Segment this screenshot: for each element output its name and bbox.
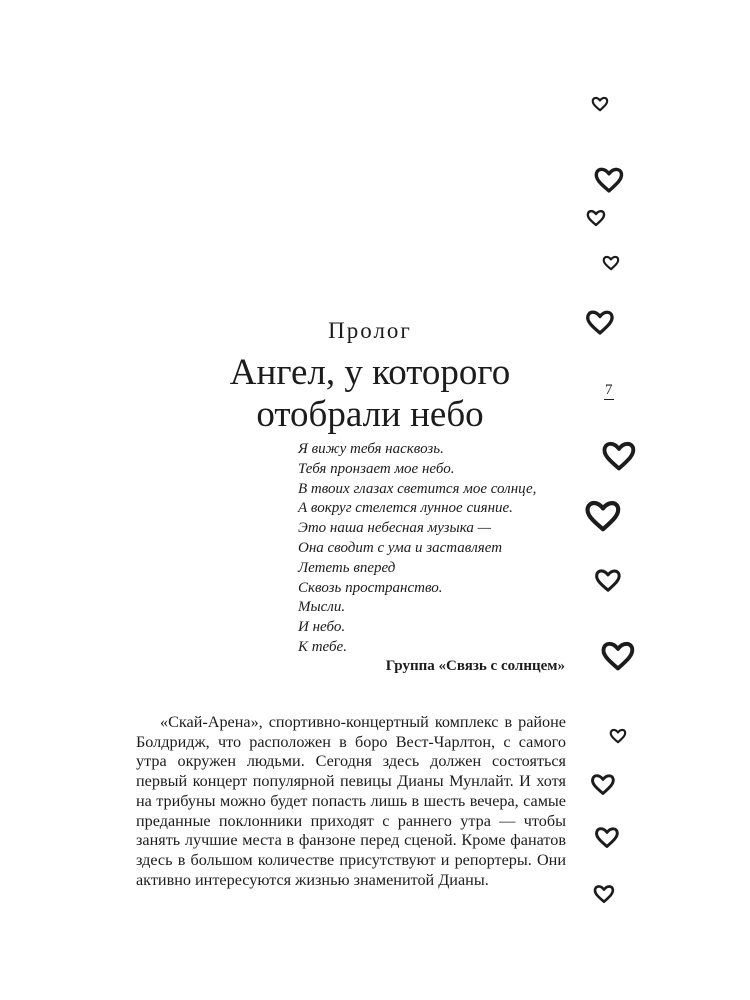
heart-icon bbox=[584, 499, 622, 533]
heart-icon bbox=[609, 728, 627, 744]
heart-icon bbox=[585, 309, 615, 336]
epigraph-line: Тебя пронзает мое небо. bbox=[298, 460, 455, 477]
epigraph-line: Сквозь пространство. bbox=[298, 579, 443, 596]
heart-icon bbox=[591, 96, 609, 112]
epigraph-line: Мысли. bbox=[298, 599, 346, 616]
heart-icon bbox=[594, 568, 622, 593]
body-paragraph: «Скай-Арена», спортивно-концертный комплекс в районе Болдридж, что расположен в боро Вест-Чарлтон, с самого утра окружен людьми. Сегодня здесь должен состояться первый концерт популярной певицы Дианы Мунлайт. И хотя на трибуны можно будет попасть лишь в шесть вечера, самые преданные поклонники приходят с раннего утра — чтобы занять лучшие места в фанзоне перед сценой. Кроме фанатов здесь в большом количестве присутствуют и репортеры. Они активно интересуются жизнью знаменитой Дианы. bbox=[136, 713, 566, 889]
epigraph-line: Я вижу тебя насквозь. bbox=[298, 441, 444, 457]
epigraph-source: Группа «Связь с солнцем» bbox=[385, 658, 565, 674]
heart-icon bbox=[600, 640, 636, 672]
chapter-title bbox=[0, 352, 740, 436]
heart-icon bbox=[602, 255, 620, 271]
epigraph-line: Она сводит с ума и заставляет bbox=[298, 539, 503, 556]
epigraph-line: К тебе. bbox=[298, 638, 347, 655]
epigraph-line: И небо. bbox=[298, 619, 346, 636]
page-number: 7 bbox=[605, 382, 613, 398]
chapter-label: Пролог bbox=[328, 318, 412, 343]
epigraph-line: В твоих глазах светится мое солнце, bbox=[298, 480, 537, 497]
epigraph-line: Это наша небесная музыка — bbox=[298, 520, 491, 537]
heart-icon bbox=[601, 440, 637, 472]
heart-icon bbox=[593, 884, 615, 904]
heart-icon bbox=[590, 773, 616, 796]
heart-icon bbox=[586, 209, 606, 227]
chapter-title-line: отобрали небо bbox=[256, 394, 484, 435]
epigraph bbox=[298, 440, 536, 658]
heart-icon bbox=[593, 166, 625, 194]
epigraph-line: Лететь вперед bbox=[298, 559, 396, 576]
chapter-title-line: Ангел, у которого bbox=[229, 352, 511, 393]
epigraph-line: А вокруг стелется лунное сияние. bbox=[298, 500, 513, 517]
heart-icon bbox=[594, 826, 620, 849]
